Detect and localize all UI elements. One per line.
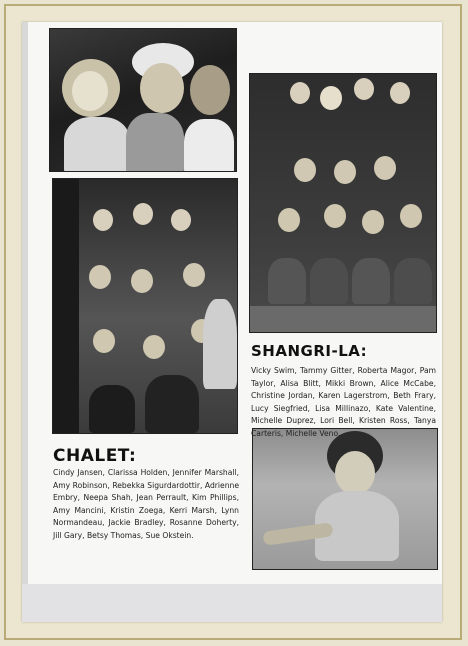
page-binding xyxy=(22,22,28,622)
chalet-members: Cindy Jansen, Clarissa Holden, Jennifer Marshall, Amy Robinson, Rebekka Sigurdardottir, Adrienne Embry, Neepa Shah, Jean Perrault, Kim Phillips, Amy Mancini, Kristin Zoega, Kerri Marsh, Lynn Normandeau, Jackie Bradley, Rosanne Doherty, Jill Gary, Betsy Thomas, Sue Okstein. xyxy=(53,468,239,540)
photo-girls-closeup xyxy=(49,28,237,172)
photo-shangri-la-group xyxy=(249,73,437,333)
page-bottom-band xyxy=(22,584,442,622)
photo-chalet-group xyxy=(52,178,238,434)
shangri-la-title: SHANGRI-LA: xyxy=(251,342,368,360)
shangri-la-members: Vicky Swim, Tammy Gitter, Roberta Magor, Pam Taylor, Alisa Blitt, Mikki Brown, Alice McCabe, Christine Jordan, Karen Lagerstrom, Beth Frary, Lucy Siegfried, Lisa Millinazo, Kate Valentine, Michelle Duprez, Lori Bell, Kristen Ross, Tanya Carteris, Michelle Veno. xyxy=(251,366,436,438)
photo-child-on-grass xyxy=(252,428,438,570)
chalet-title: CHALET: xyxy=(53,446,137,466)
